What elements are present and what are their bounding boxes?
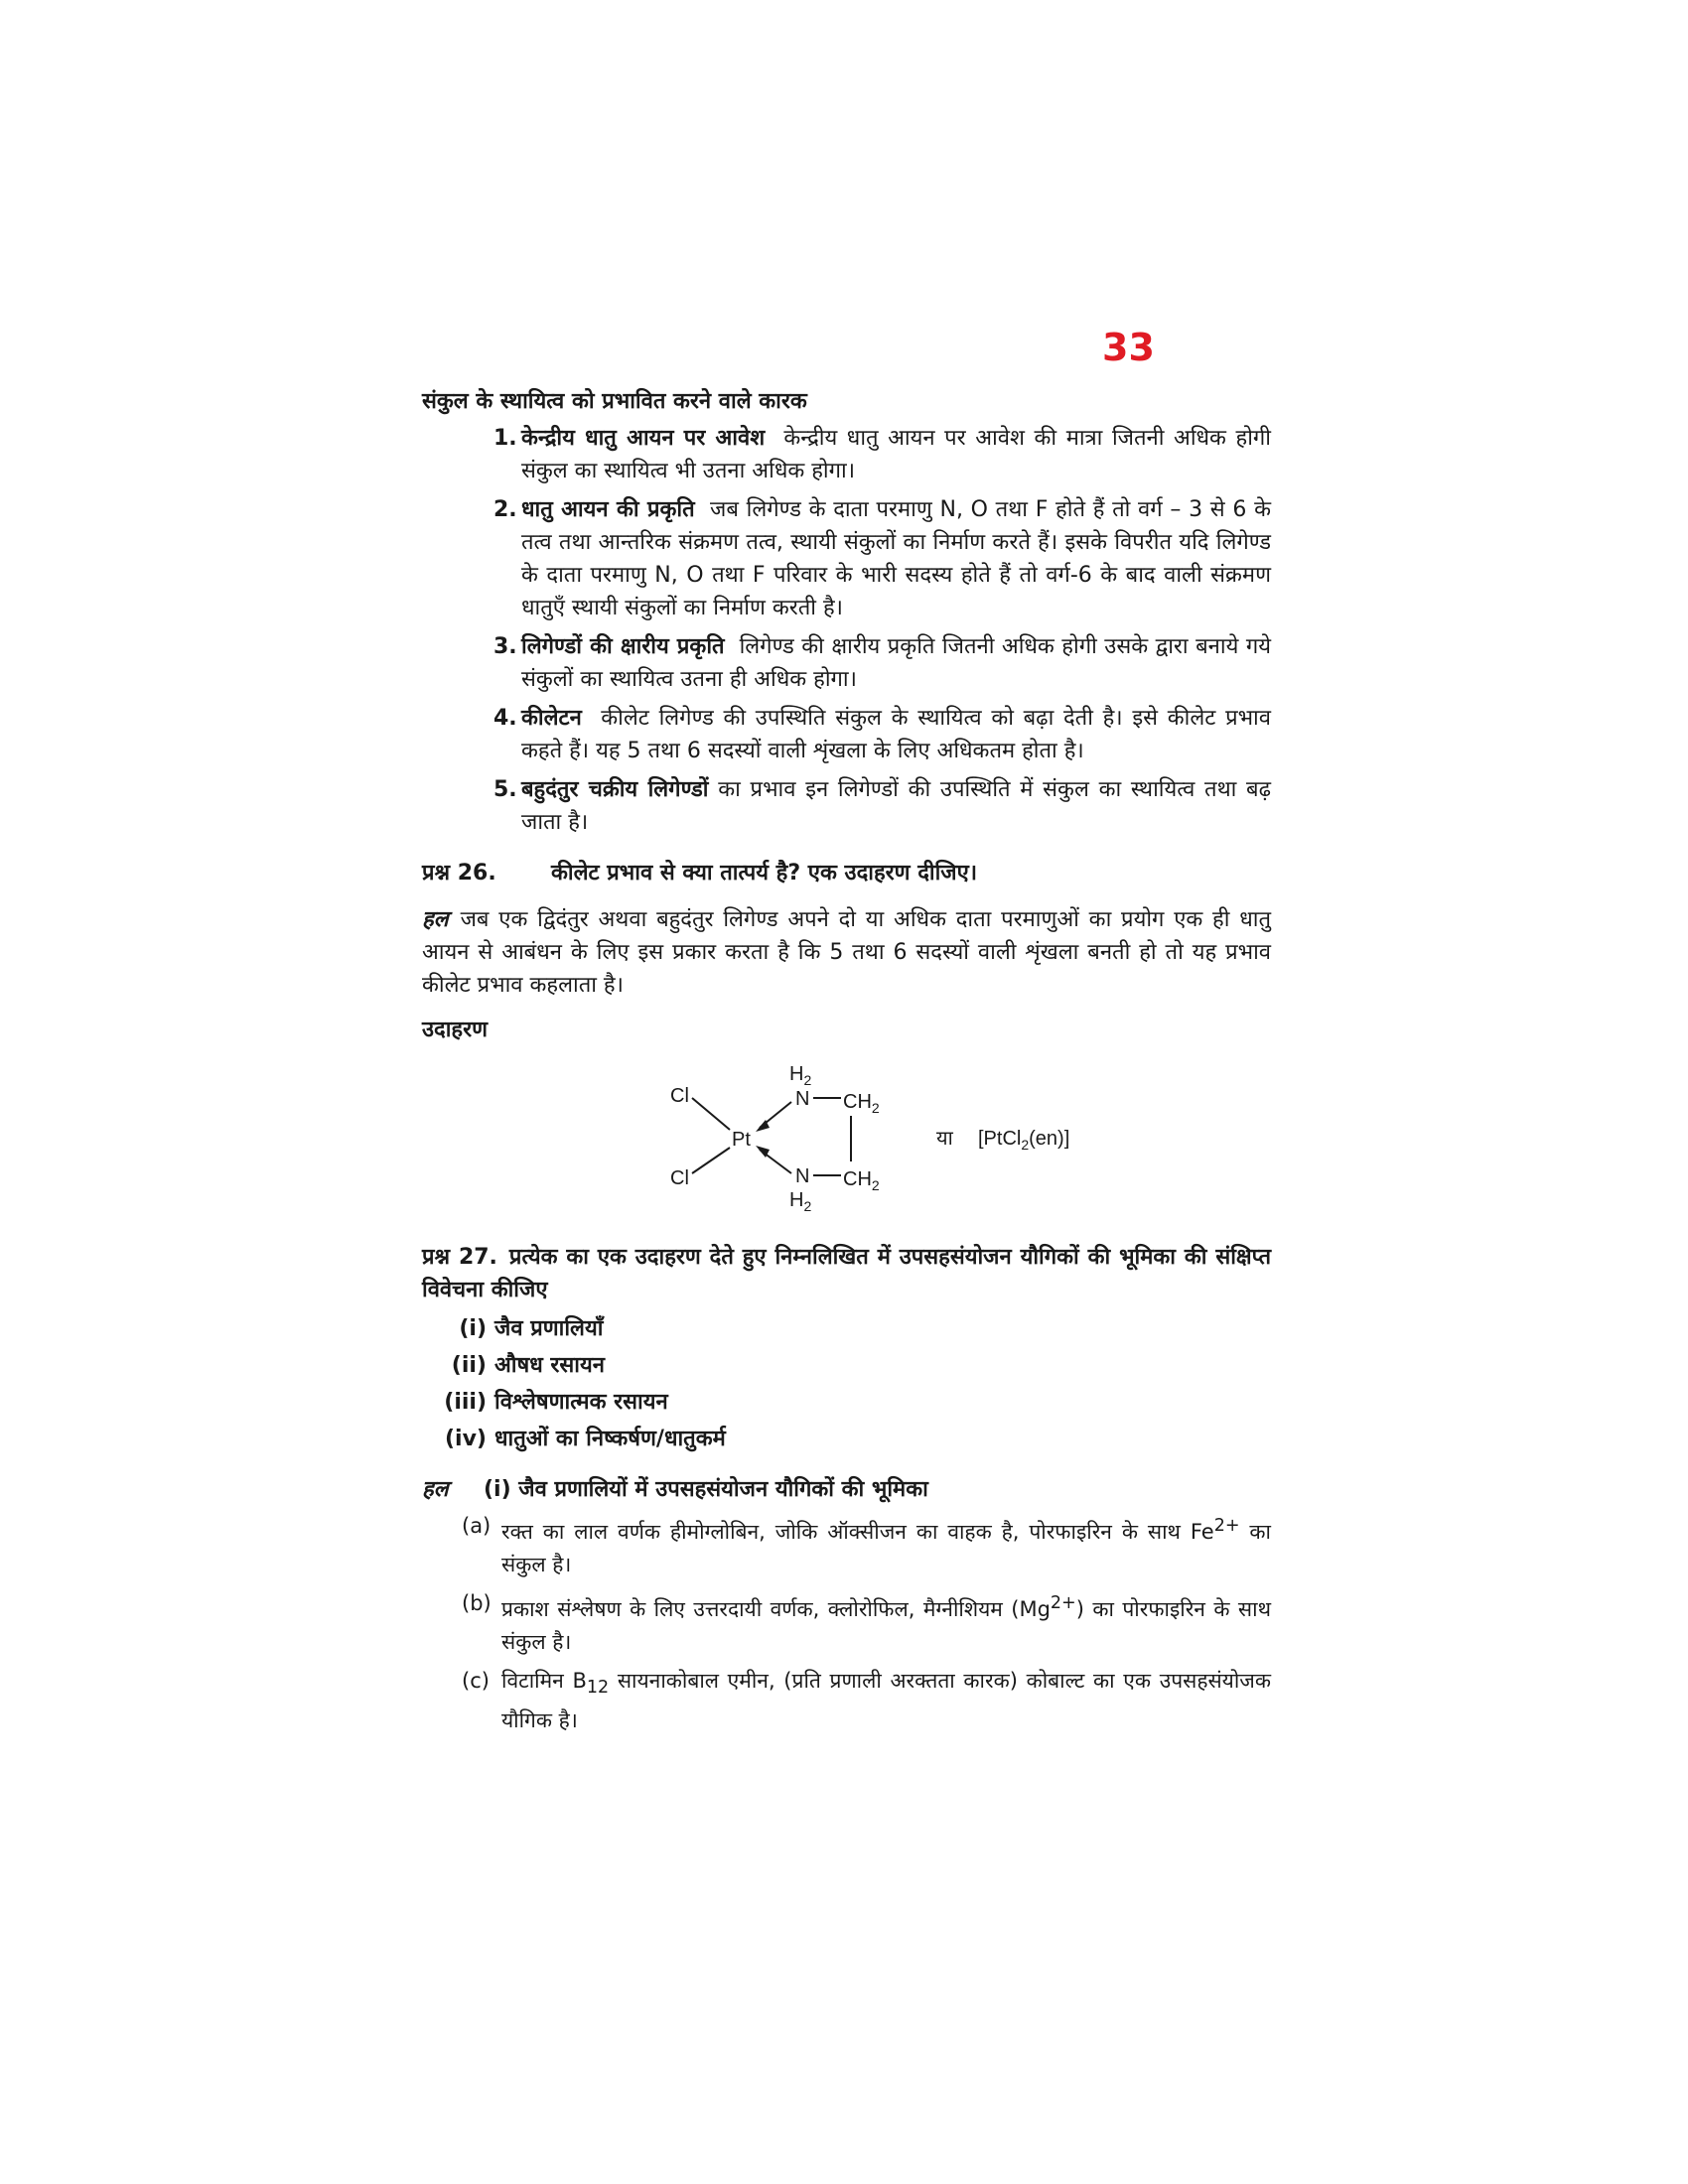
pt-en-structure — [621, 1050, 1137, 1214]
factor-item — [493, 422, 1271, 487]
question-text: प्रत्येक का एक उदाहरण देते हुए निम्नलिखित में उपसहसंयोजन यौगिकों की भूमिका की संक्षिप्त विवेचना कीजिए — [422, 1245, 1271, 1302]
factor-text: लिगेण्ड की क्षारीय प्रकृति जितनी अधिक होगी उसके द्वारा बनाये गये संकुलों का स्थायित्व उतना ही अधिक होगा। — [521, 634, 1271, 692]
ch2-bottom-label: $CH_2$ — [843, 1168, 880, 1193]
h2-bottom-label: $H_2$ — [789, 1189, 812, 1214]
roles-list — [422, 1510, 1271, 1737]
question-27 — [422, 1241, 1271, 1306]
list-item: (b) प्रकाश संश्लेषण के लिए उत्तरदायी वर्णक, क्लोरोफिल, मैग्नीशियम $(Mg^{2+})$ का पोरफाइरिन के साथ संकुल है। — [462, 1591, 1271, 1654]
bond-cl-pt-top — [692, 1098, 730, 1130]
factor-item — [493, 702, 1271, 767]
factor-item — [493, 773, 1271, 839]
example-label: उदाहरण — [422, 1018, 489, 1042]
page-content — [422, 385, 1271, 1743]
factor-heading: बहुदंतुर चक्रीय लिगेण्डों — [521, 777, 709, 802]
cl-bottom-label: Cl — [670, 1167, 689, 1189]
chelate-structure-diagram — [422, 1050, 1271, 1219]
factor-heading: धातु आयन की प्रकृति — [521, 497, 695, 522]
factor-heading: लिगेण्डों की क्षारीय प्रकृति — [521, 634, 725, 659]
factor-text: जब लिगेण्ड के दाता परमाणु N, O तथा F होते हैं तो वर्ग – 3 से 6 के तत्व तथा आन्तरिक संक्रमण तत्व, स्थायी संकुलों का निर्माण करते हैं। इसके विपरीत यदि लिगेण्ड के दाता परमाणु N, O तथा F परिवार के भारी सदस्य होते हैं तो वर्ग-6 के बाद वाली संक्रमण धातुएँ स्थायी संकुलों का निर्माण करती है। — [521, 497, 1271, 620]
list-item: (a) रक्त का लाल वर्णक हीमोग्लोबिन, जोकि ऑक्सीजन का वाहक है, पोरफाइरिन के साथ $Fe^{2+}$ का संकुल है। — [462, 1514, 1271, 1576]
factor-text: केन्द्रीय धातु आयन पर आवेश की मात्रा जितनी अधिक होगी संकुल का स्थायित्व भी उतना अधिक होगा। — [521, 426, 1271, 483]
factor-text: कीलेट लिगेण्ड की उपस्थिति संकुल के स्थायित्व को बढ़ा देती है। इसे कीलेट प्रभाव कहते हैं। यह 5 तथा 6 सदस्यों वाली शृंखला के लिए अधिकतम होता है। — [521, 706, 1271, 763]
factor-number: 1. — [493, 426, 517, 451]
answer-27 — [422, 1473, 1271, 1506]
factor-number: 4. — [493, 706, 517, 731]
or-text: या — [936, 1128, 953, 1150]
list-item: (c) विटामिन $B_{12}$ सायनाकोबाल एमीन, (प्रति प्रणाली अरक्तता कारक) कोबाल्ट का एक उपसहसंयोजक यौगिक है। — [462, 1669, 1272, 1733]
factor-heading: कीलेटन — [521, 706, 582, 731]
n-top-label: N — [795, 1088, 810, 1110]
question-number: प्रश्न 27. — [422, 1245, 497, 1270]
ch2-top-label: $CH_2$ — [843, 1091, 880, 1116]
question-text: कीलेट प्रभाव से क्या तात्पर्य है? एक उदाहरण दीजिए। — [551, 861, 978, 886]
question-26 — [422, 857, 1271, 889]
formula-text: [PtCl$_2$(en)] — [978, 1128, 1070, 1153]
list-item: (iv) धातुओं का निष्कर्षण/धातुकर्म — [445, 1427, 726, 1451]
question-number: प्रश्न 26. — [422, 861, 496, 886]
factors-list — [422, 422, 1271, 839]
list-item: (ii) औषध रसायन — [451, 1353, 605, 1378]
answer-label: हल — [422, 907, 449, 932]
answer-text: जब एक द्विदंतुर अथवा बहुदंतुर लिगेण्ड अपने दो या अधिक दाता परमाणुओं का प्रयोग एक ही धातु आयन से आबंधन के लिए इस प्रकार करता है कि 5 तथा 6 सदस्यों वाली शृंखला बनती हो तो यह प्रभाव कीलेट प्रभाव कहलाता है। — [422, 907, 1271, 998]
list-item: (iii) विश्लेषणात्मक रसायन — [444, 1390, 668, 1415]
cl-top-label: Cl — [670, 1085, 689, 1107]
pt-label: Pt — [732, 1129, 751, 1151]
factor-item — [493, 630, 1271, 696]
list-item: (i) जैव प्रणालियाँ — [459, 1316, 604, 1341]
page-number: 33 — [1102, 326, 1155, 369]
factor-number: 5. — [493, 777, 517, 802]
answer-label: हल — [422, 1477, 449, 1502]
factor-number: 2. — [493, 497, 517, 522]
factor-heading: केन्द्रीय धातु आयन पर आवेश — [521, 426, 766, 451]
factor-item — [493, 493, 1271, 624]
bond-cl-pt-bottom — [692, 1148, 730, 1173]
factor-text: का प्रभाव इन लिगेण्डों की उपस्थिति में संकुल का स्थायित्व तथा बढ़ जाता है। — [521, 777, 1271, 835]
factor-number: 3. — [493, 634, 517, 659]
answer-subheading: (i) जैव प्रणालियों में उपसहसंयोजन यौगिकों की भूमिका — [484, 1477, 928, 1502]
answer-26 — [422, 903, 1271, 1002]
h2-top-label: $H_2$ — [789, 1063, 812, 1088]
n-bottom-label: N — [795, 1165, 810, 1187]
question-27-items — [422, 1312, 1271, 1455]
section-heading: संकुल के स्थायित्व को प्रभावित करने वाले कारक — [422, 389, 807, 414]
